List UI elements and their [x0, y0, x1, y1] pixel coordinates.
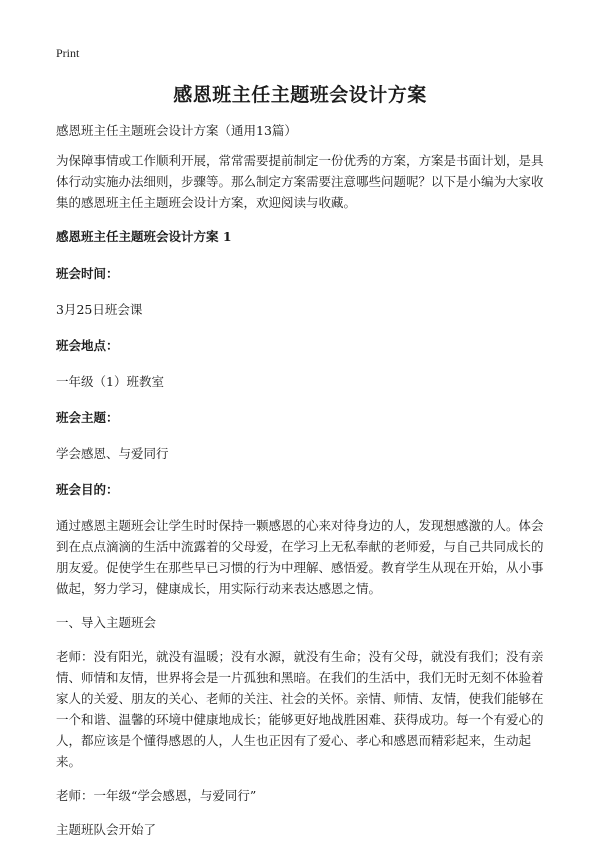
- theme-value: 学会感恩、与爱同行: [56, 446, 169, 461]
- section-heading: 感恩班主任主题班会设计方案 1: [56, 229, 232, 244]
- document-body: [56, 120, 546, 853]
- theme-label: 班会主题：: [56, 410, 119, 425]
- document-title: 感恩班主任主题班会设计方案: [173, 84, 427, 106]
- step1-heading: 一、导入主题班会: [56, 615, 157, 630]
- time-label: 班会时间：: [56, 266, 119, 281]
- time-value: 3月25日班会课: [56, 302, 143, 317]
- teacher-line: 老师：一年级“学会感恩，与爱同行”: [56, 788, 257, 803]
- goal-label: 班会目的：: [56, 482, 119, 497]
- start-line: 主题班队会开始了: [56, 822, 157, 837]
- document-subtitle: 感恩班主任主题班会设计方案（通用13篇）: [56, 123, 297, 138]
- intro-paragraph: 为保障事情或工作顺利开展，常常需要提前制定一份优秀的方案，方案是书面计划，是具体行动实施办法细则，步骤等。那么制定方案需要注意哪些问题呢？以下是小编为大家收集的感恩班主任主题班会设计方案，欢迎阅读与收藏。: [56, 153, 544, 210]
- place-label: 班会地点：: [56, 338, 119, 353]
- teacher-speech-paragraph: 老师：没有阳光，就没有温暖；没有水源，就没有生命；没有父母，就没有我们；没有亲情、师情和友情，世界将会是一片孤独和黑暗。在我们的生活中，我们无时无刻不体验着家人的关爱、朋友的关心、老师的关注、社会的关怀。亲情、师情、友情，使我们能够在一个和谐、温馨的环境中健康地成长；能够更好地战胜困难、获得成功。每一个有爱心的人，都应该是个懂得感恩的人，人生也正因有了爱心、孝心和感恩而精彩起来，生动起来。: [56, 649, 544, 769]
- place-value: 一年级（1）班教室: [56, 374, 164, 389]
- print-link[interactable]: Print: [56, 46, 80, 60]
- goal-paragraph: 通过感恩主题班会让学生时时保持一颗感恩的心来对待身边的人，发现想感激的人。体会到在点点滴滴的生活中流露着的父母爱，在学习上无私奉献的老师爱，与自己共同成长的朋友爱。促使学生在那些早已习惯的行为中理解、感悟爱。教育学生从现在开始，从小事做起，努力学习，健康成长，用实际行动来表达感恩之情。: [56, 518, 544, 596]
